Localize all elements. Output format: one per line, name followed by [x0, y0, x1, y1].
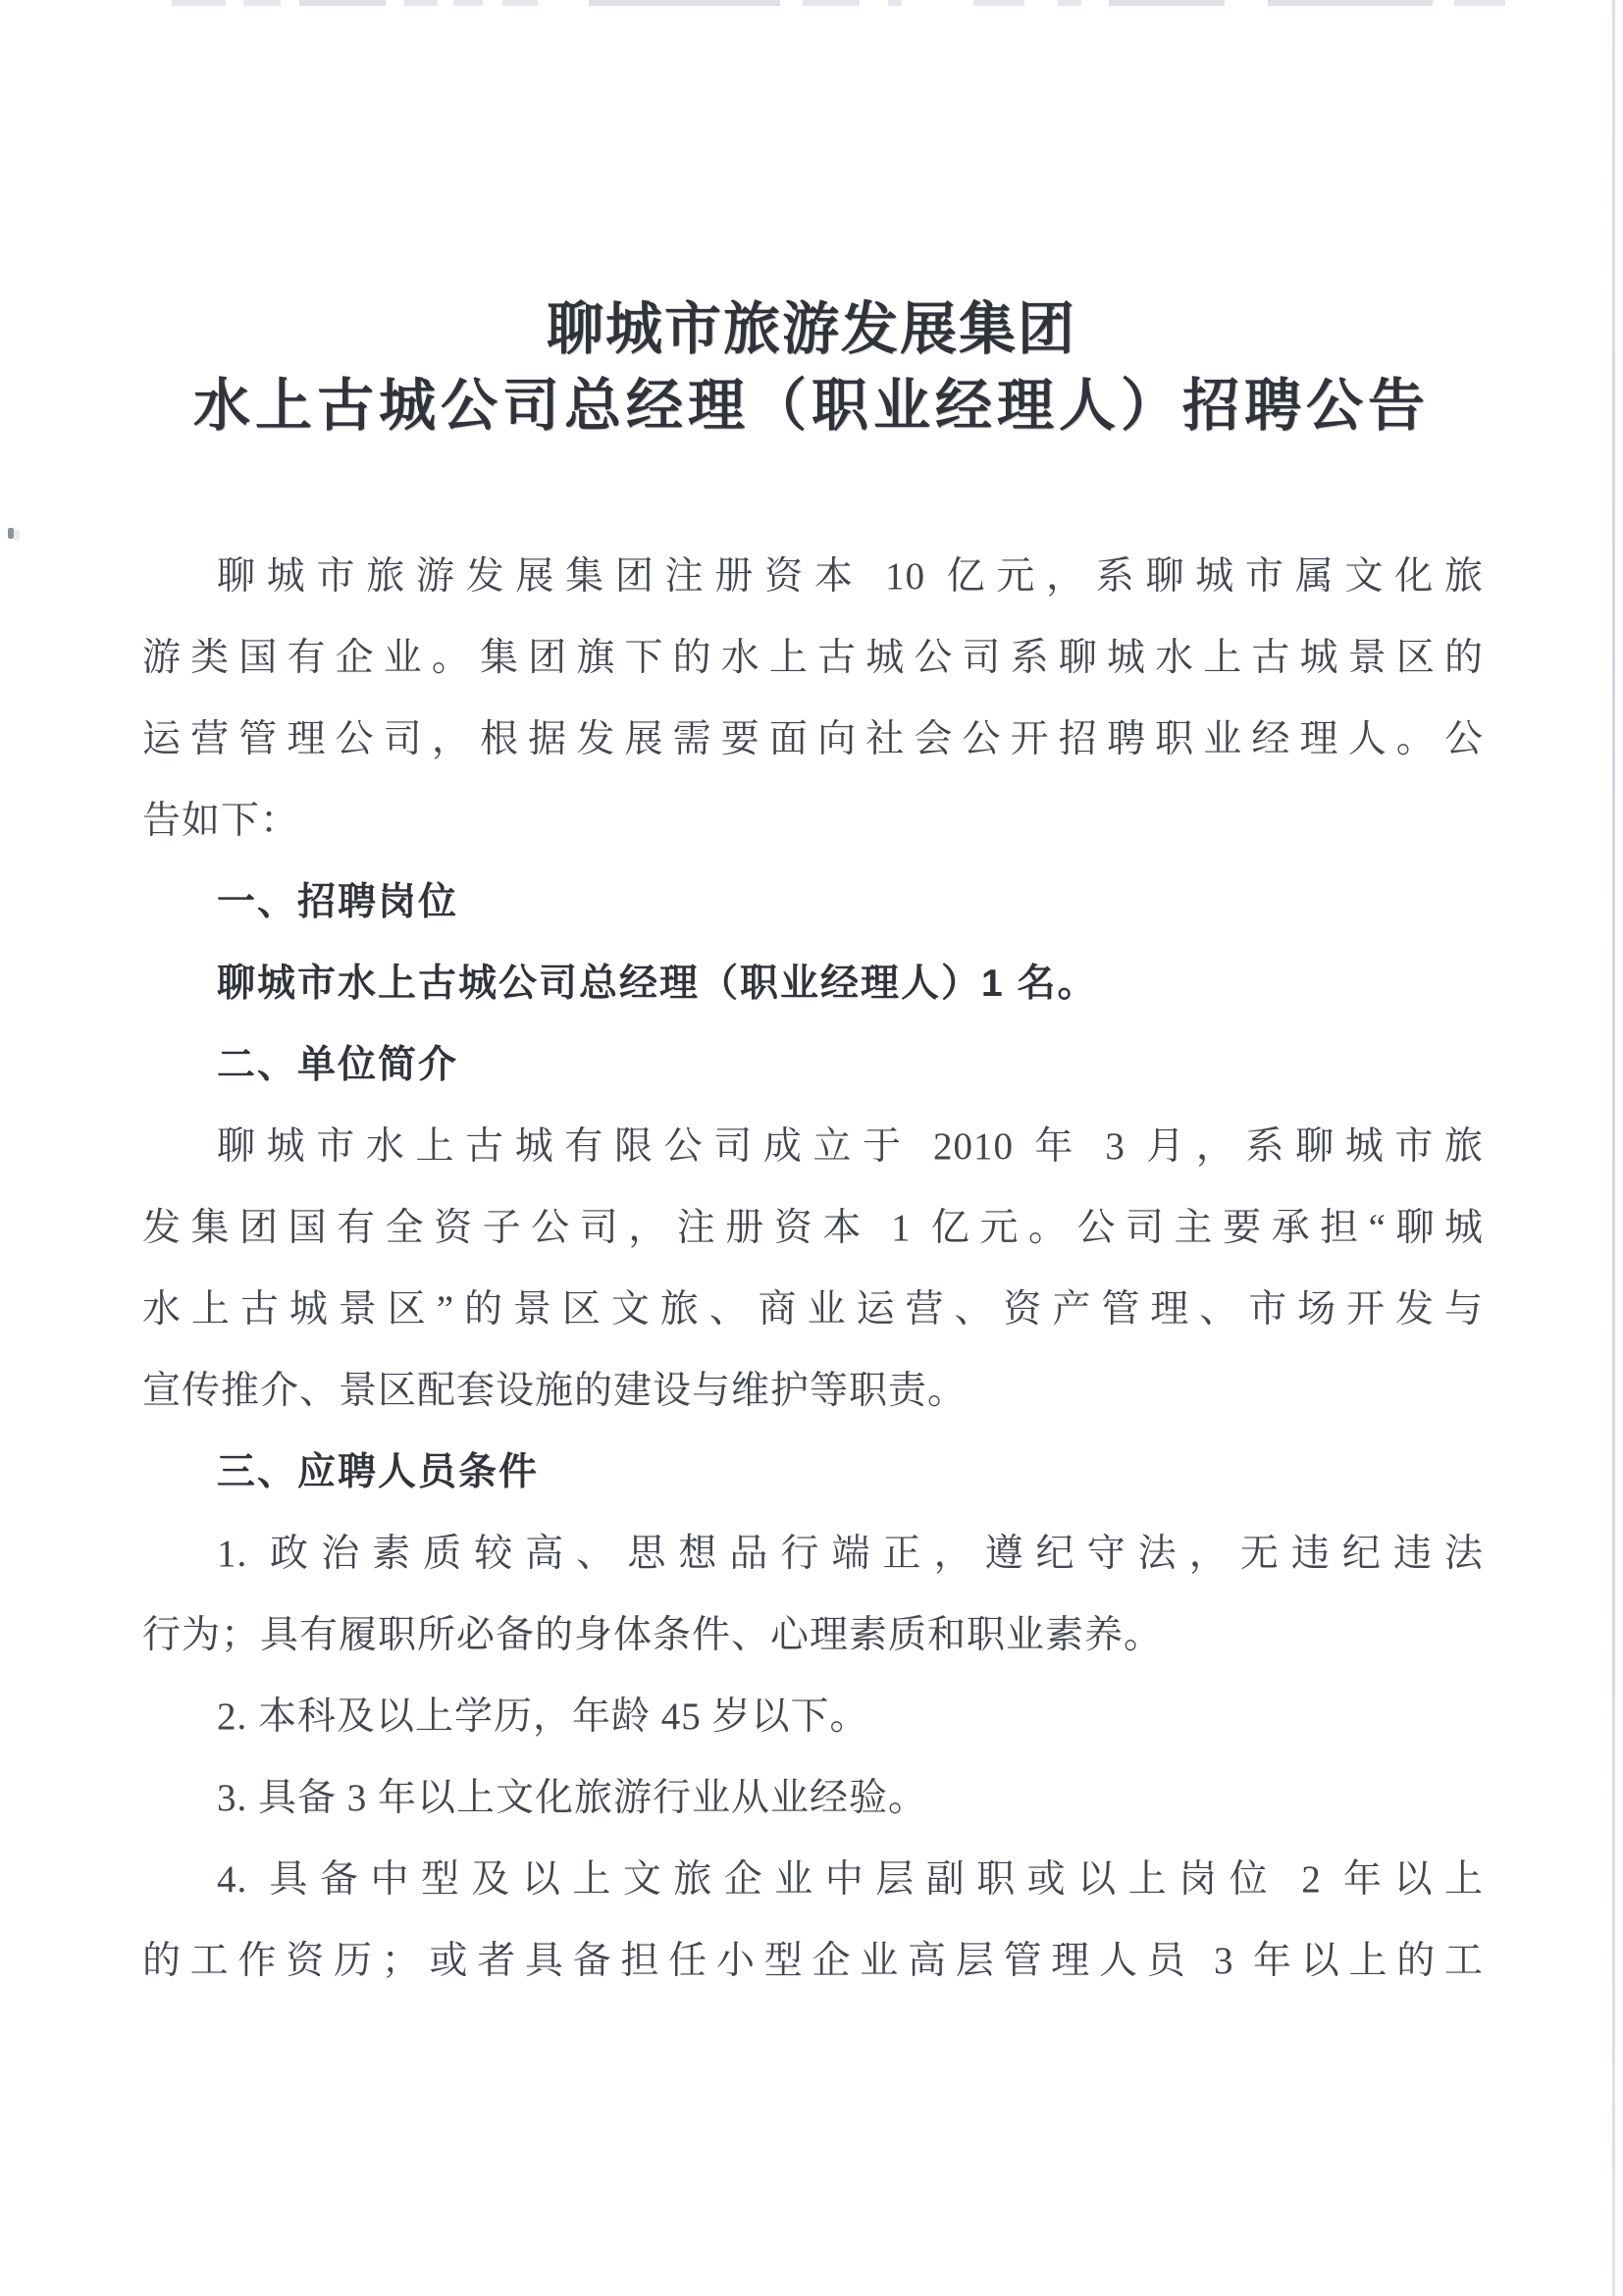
text-line-content: 1. 政治素质较高、思想品行端正，遵纪守法，无违纪违法: [217, 1533, 1484, 1575]
document-title-line-2: 水上古城公司总经理（职业经理人）招聘公告: [192, 374, 1430, 438]
text-line: [142, 1920, 1484, 2002]
text-line-content: 水上古城景区”的景区文旅、商业运营、资产管理、市场开发与: [142, 1288, 1484, 1331]
scan-artifact: [973, 0, 1024, 6]
text-line: [142, 1187, 1484, 1269]
text-line: [142, 617, 1484, 699]
text-line: [142, 943, 1484, 1024]
text-line-content: 4. 具备中型及以上文旅企业中层副职或以上岗位 2 年以上: [217, 1858, 1484, 1901]
text-line-content: 运营管理公司，根据发展需要面向社会公开招聘职业经理人。公: [142, 718, 1484, 760]
text-line: [142, 1676, 1484, 1757]
text-line: [142, 1106, 1484, 1187]
scan-artifact: [888, 0, 902, 6]
text-line: [142, 1024, 1484, 1106]
text-line-content: 3. 具备 3 年以上文化旅游行业从业经验。: [217, 1777, 928, 1819]
scan-artifact: [502, 0, 538, 6]
scan-artifact: [299, 0, 386, 6]
text-line: [142, 861, 1484, 943]
text-line-content: 三、应聘人员条件: [217, 1451, 540, 1493]
text-line: [142, 780, 1484, 861]
scan-speck: [8, 528, 14, 539]
text-line-content: 二、单位简介: [217, 1044, 459, 1086]
document-body: [142, 536, 1484, 2002]
text-line: [142, 1350, 1484, 1432]
document-title-line-1: 聊城市旅游发展集团: [546, 297, 1076, 361]
text-line-content: 告如下：: [142, 800, 300, 842]
scan-artifact: [1058, 0, 1081, 6]
scan-artifact: [243, 0, 281, 6]
text-line-content: 宣传推介、景区配套设施的建设与维护等职责。: [142, 1370, 968, 1412]
text-line: [142, 699, 1484, 780]
text-line: [142, 1594, 1484, 1676]
scan-artifact: [1268, 0, 1433, 6]
text-line: [142, 1839, 1484, 1920]
text-line: [142, 1432, 1484, 1513]
text-line-content: 一、招聘岗位: [217, 881, 459, 923]
text-line-content: 2. 本科及以上学历，年龄 45 岁以下。: [217, 1696, 869, 1738]
scan-artifact: [589, 0, 780, 6]
text-line: [142, 1513, 1484, 1594]
scan-artifact: [404, 0, 438, 6]
scan-artifact: [453, 0, 483, 6]
text-line: [142, 1757, 1484, 1839]
scan-artifact: [1109, 0, 1225, 6]
scan-artifact: [172, 0, 226, 6]
text-line-content: 聊城市旅游发展集团注册资本 10 亿元，系聊城市属文化旅: [217, 555, 1484, 598]
text-line-content: 聊城市水上古城公司总经理（职业经理人）1 名。: [217, 963, 1098, 1005]
text-line: [142, 536, 1484, 617]
scan-artifact: [803, 0, 860, 6]
scan-artifact: [1454, 0, 1505, 6]
text-line-content: 聊城市水上古城有限公司成立于 2010 年 3 月，系聊城市旅: [217, 1125, 1484, 1168]
text-line: [142, 1269, 1484, 1350]
text-line-content: 游类国有企业。集团旗下的水上古城公司系聊城水上古城景区的: [142, 637, 1484, 679]
text-line-content: 的工作资历；或者具备担任小型企业高层管理人员 3 年以上的工: [142, 1940, 1484, 1982]
text-line-content: 行为；具有履职所必备的身体条件、心理素质和职业素养。: [142, 1614, 1164, 1656]
text-line-content: 发集团国有全资子公司，注册资本 1 亿元。公司主要承担“聊城: [142, 1207, 1484, 1249]
